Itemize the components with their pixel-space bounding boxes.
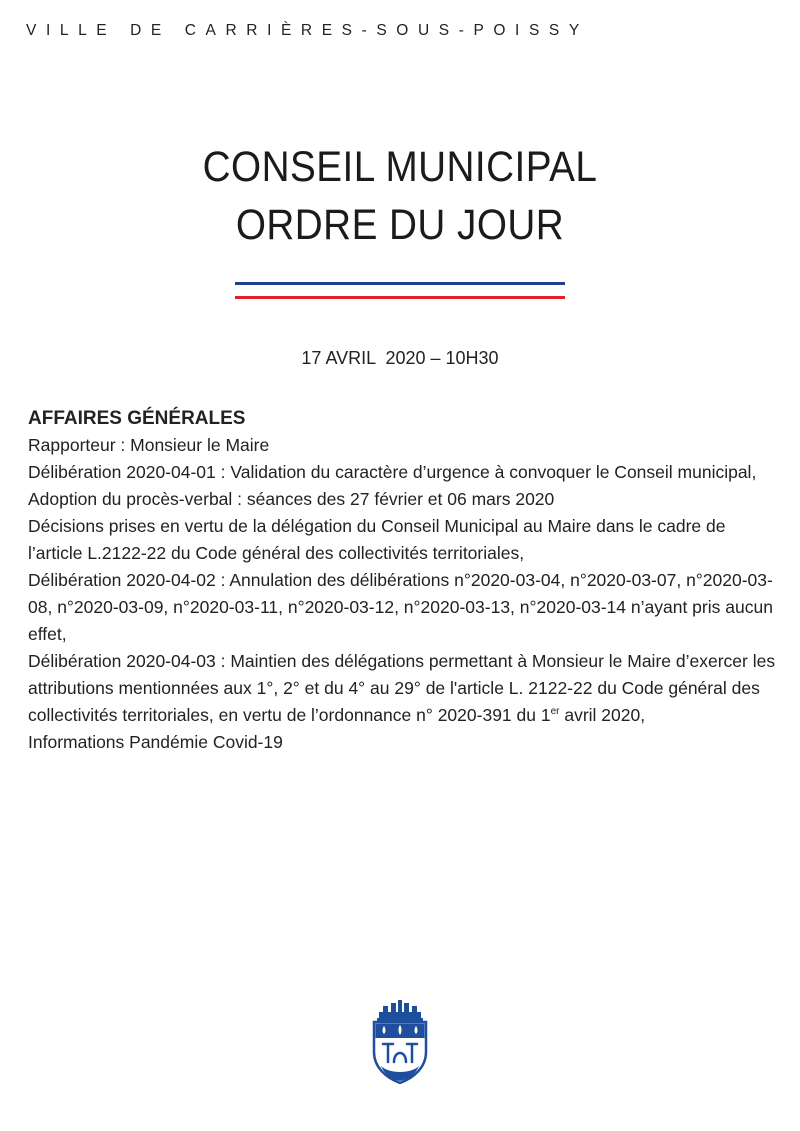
meeting-date: 17 AVRIL 2020 – 10H30	[301, 348, 499, 368]
flag-rule-red	[235, 296, 565, 299]
agenda-item: Décisions prises en vertu de la délégation du Conseil Municipal au Maire dans le cadre de l’article L.2122-22 du Code général des collectivités territoriales,	[28, 516, 726, 563]
agenda-item: Adoption du procès-verbal : séances des 27 février et 06 mars 2020	[28, 489, 555, 509]
ordinal-superscript: er	[550, 706, 560, 718]
coat-of-arms-icon	[371, 1000, 429, 1084]
municipality-header: VILLE DE CARRIÈRES-SOUS-POISSY	[26, 22, 589, 39]
title-line-1: CONSEIL MUNICIPAL	[202, 143, 598, 191]
agenda-item-tail: avril 2020,	[559, 705, 646, 725]
agenda-item: Délibération 2020-04-01 : Validation du caractère d’urgence à convoquer le Conseil municipal,	[28, 462, 757, 482]
page-title	[40, 138, 760, 254]
agenda-item: Informations Pandémie Covid-19	[28, 732, 283, 752]
agenda-item-text: Délibération 2020-04-03 : Maintien des délégations permettant à Monsieur le Maire d’exercer les attributions mentionnées aux 1°, 2° et du 4° au 29° de l'article L. 2122-22 du Code général des collectivités territoriales, en vertu de l’ordonnance n° 2020-391 du 1	[28, 651, 776, 725]
flag-rule-blue	[235, 282, 565, 285]
agenda-item: Rapporteur : Monsieur le Maire	[28, 435, 270, 455]
section-heading: AFFAIRES GÉNÉRALES	[28, 408, 246, 429]
agenda-item: Délibération 2020-04-02 : Annulation des délibérations n°2020-03-04, n°2020-03-07, n°2020-03-08, n°2020-03-09, n°2020-03-11, n°2020-03-12, n°2020-03-13, n°2020-03-14 n’ayant pris aucun effet,	[28, 570, 773, 644]
title-line-2: ORDRE DU JOUR	[235, 201, 565, 249]
agenda	[28, 405, 780, 756]
agenda-item	[28, 648, 780, 729]
